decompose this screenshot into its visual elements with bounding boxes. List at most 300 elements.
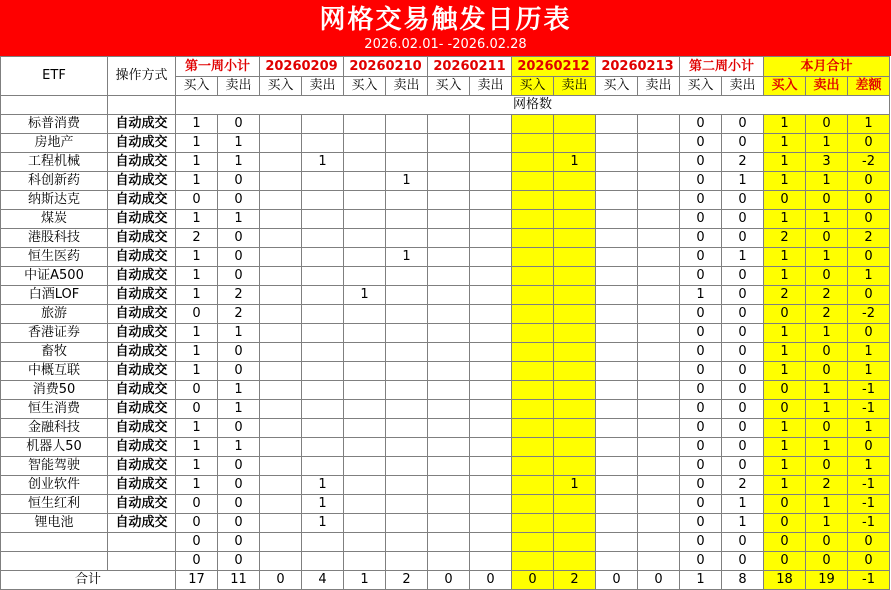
value-cell-d11b bbox=[428, 324, 470, 343]
value-cell-d10b bbox=[344, 267, 386, 286]
value-cell-d11s bbox=[470, 476, 512, 495]
buy-header: 买入 bbox=[176, 77, 218, 96]
value-cell-d11s bbox=[470, 172, 512, 191]
value-cell-d13s bbox=[638, 457, 680, 476]
value-cell-d10s bbox=[386, 153, 428, 172]
value-cell-d12s bbox=[554, 362, 596, 381]
table-row bbox=[1, 305, 890, 324]
value-cell-mb: 1 bbox=[764, 324, 806, 343]
value-cell-d12b bbox=[512, 495, 554, 514]
value-cell-d09s bbox=[302, 324, 344, 343]
value-cell-d11b bbox=[428, 267, 470, 286]
value-cell-d11b bbox=[428, 134, 470, 153]
table-row bbox=[1, 514, 890, 533]
value-cell-md: 0 bbox=[848, 191, 890, 210]
period-header-month: 本月合计 bbox=[764, 57, 890, 77]
value-cell-d09s bbox=[302, 362, 344, 381]
value-cell-d09b bbox=[260, 438, 302, 457]
value-cell-d12s bbox=[554, 191, 596, 210]
value-cell-d09s bbox=[302, 438, 344, 457]
value-cell-d13b bbox=[596, 324, 638, 343]
value-cell-d12s bbox=[554, 419, 596, 438]
value-cell-w2b: 0 bbox=[680, 153, 722, 172]
value-cell-w1s: 0 bbox=[218, 191, 260, 210]
mode-cell: 自动成交 bbox=[108, 210, 176, 229]
value-cell-w2s: 0 bbox=[722, 134, 764, 153]
value-cell-ms: 0 bbox=[806, 552, 848, 571]
value-cell-d13b bbox=[596, 248, 638, 267]
value-cell-d13b bbox=[596, 514, 638, 533]
value-cell-d09b bbox=[260, 362, 302, 381]
value-cell-ms: 0 bbox=[806, 343, 848, 362]
value-cell-w1s: 0 bbox=[218, 419, 260, 438]
value-cell-d11s bbox=[470, 248, 512, 267]
value-cell-d12s bbox=[554, 381, 596, 400]
value-cell-md: 1 bbox=[848, 267, 890, 286]
value-cell-d10s bbox=[386, 476, 428, 495]
value-cell-d09b bbox=[260, 210, 302, 229]
value-cell-d11s bbox=[470, 305, 512, 324]
value-cell-d10s bbox=[386, 457, 428, 476]
value-cell-ms: 0 bbox=[806, 229, 848, 248]
value-cell-d12s bbox=[554, 533, 596, 552]
value-cell-w2s: 0 bbox=[722, 533, 764, 552]
value-cell-md: 2 bbox=[848, 229, 890, 248]
buy-header: 买入 bbox=[344, 77, 386, 96]
total-cell-d09b: 0 bbox=[260, 571, 302, 590]
buy-header: 买入 bbox=[764, 77, 806, 96]
value-cell-d12s: 1 bbox=[554, 153, 596, 172]
mode-cell: 自动成交 bbox=[108, 381, 176, 400]
value-cell-d11b bbox=[428, 229, 470, 248]
value-cell-md: 0 bbox=[848, 134, 890, 153]
value-cell-d09s: 1 bbox=[302, 514, 344, 533]
buy-header: 买入 bbox=[260, 77, 302, 96]
sell-header: 卖出 bbox=[470, 77, 512, 96]
etf-name-cell: 智能驾驶 bbox=[1, 457, 108, 476]
value-cell-w2b: 0 bbox=[680, 115, 722, 134]
value-cell-d10s bbox=[386, 343, 428, 362]
value-cell-d13s bbox=[638, 286, 680, 305]
sell-header: 卖出 bbox=[806, 77, 848, 96]
value-cell-w2s: 0 bbox=[722, 286, 764, 305]
value-cell-w2s: 0 bbox=[722, 400, 764, 419]
value-cell-w1s: 0 bbox=[218, 362, 260, 381]
value-cell-mb: 0 bbox=[764, 552, 806, 571]
value-cell-d11s bbox=[470, 438, 512, 457]
value-cell-d13b bbox=[596, 153, 638, 172]
period-header-20260210: 20260210 bbox=[344, 57, 428, 77]
period-header-20260212: 20260212 bbox=[512, 57, 596, 77]
table-row bbox=[1, 495, 890, 514]
value-cell-w2s: 1 bbox=[722, 172, 764, 191]
value-cell-mb: 1 bbox=[764, 267, 806, 286]
value-cell-d12s bbox=[554, 495, 596, 514]
value-cell-d11b bbox=[428, 419, 470, 438]
value-cell-d09s bbox=[302, 210, 344, 229]
value-cell-d12b bbox=[512, 343, 554, 362]
value-cell-mb: 2 bbox=[764, 229, 806, 248]
value-cell-w2s: 0 bbox=[722, 210, 764, 229]
value-cell-w1s: 1 bbox=[218, 438, 260, 457]
mode-cell: 自动成交 bbox=[108, 191, 176, 210]
etf-name-cell: 工程机械 bbox=[1, 153, 108, 172]
value-cell-d11b bbox=[428, 438, 470, 457]
value-cell-w1s: 2 bbox=[218, 286, 260, 305]
value-cell-d11b bbox=[428, 495, 470, 514]
etf-name-cell: 恒生医药 bbox=[1, 248, 108, 267]
value-cell-d12b bbox=[512, 381, 554, 400]
value-cell-d11b bbox=[428, 381, 470, 400]
value-cell-d10s bbox=[386, 381, 428, 400]
value-cell-md: -1 bbox=[848, 381, 890, 400]
value-cell-mb: 0 bbox=[764, 400, 806, 419]
table-row bbox=[1, 438, 890, 457]
value-cell-d13b bbox=[596, 495, 638, 514]
period-header-20260213: 20260213 bbox=[596, 57, 680, 77]
buy-header: 买入 bbox=[428, 77, 470, 96]
value-cell-d09b bbox=[260, 115, 302, 134]
value-cell-d13s bbox=[638, 533, 680, 552]
sell-header: 卖出 bbox=[218, 77, 260, 96]
value-cell-d10b bbox=[344, 362, 386, 381]
value-cell-ms: 0 bbox=[806, 533, 848, 552]
value-cell-d11s bbox=[470, 495, 512, 514]
sell-header: 卖出 bbox=[638, 77, 680, 96]
value-cell-w1b: 0 bbox=[176, 533, 218, 552]
value-cell-d10s bbox=[386, 210, 428, 229]
value-cell-w2b: 0 bbox=[680, 229, 722, 248]
value-cell-w1s: 0 bbox=[218, 495, 260, 514]
value-cell-w2b: 0 bbox=[680, 457, 722, 476]
value-cell-mb: 1 bbox=[764, 476, 806, 495]
mode-cell bbox=[108, 552, 176, 571]
value-cell-d13s bbox=[638, 134, 680, 153]
value-cell-d10b bbox=[344, 495, 386, 514]
total-cell-d12s: 2 bbox=[554, 571, 596, 590]
value-cell-d12b bbox=[512, 191, 554, 210]
value-cell-ms: 1 bbox=[806, 210, 848, 229]
value-cell-w1s: 1 bbox=[218, 210, 260, 229]
value-cell-w1s: 1 bbox=[218, 381, 260, 400]
value-cell-d10b bbox=[344, 134, 386, 153]
value-cell-w2b: 0 bbox=[680, 362, 722, 381]
value-cell-ms: 2 bbox=[806, 476, 848, 495]
table-row bbox=[1, 153, 890, 172]
value-cell-w2b: 1 bbox=[680, 286, 722, 305]
table-row bbox=[1, 533, 890, 552]
value-cell-w2s: 0 bbox=[722, 457, 764, 476]
value-cell-w1b: 1 bbox=[176, 476, 218, 495]
value-cell-w1b: 0 bbox=[176, 514, 218, 533]
etf-name-cell: 标普消费 bbox=[1, 115, 108, 134]
mode-cell: 自动成交 bbox=[108, 267, 176, 286]
value-cell-d13b bbox=[596, 457, 638, 476]
mode-cell: 自动成交 bbox=[108, 457, 176, 476]
period-header-20260211: 20260211 bbox=[428, 57, 512, 77]
table-row bbox=[1, 286, 890, 305]
value-cell-d12b bbox=[512, 400, 554, 419]
value-cell-d13b bbox=[596, 115, 638, 134]
value-cell-ms: 3 bbox=[806, 153, 848, 172]
value-cell-d09b bbox=[260, 533, 302, 552]
value-cell-mb: 1 bbox=[764, 457, 806, 476]
etf-name-cell: 锂电池 bbox=[1, 514, 108, 533]
value-cell-w2s: 0 bbox=[722, 324, 764, 343]
etf-name-cell: 中概互联 bbox=[1, 362, 108, 381]
value-cell-d09b bbox=[260, 324, 302, 343]
buy-header: 买入 bbox=[596, 77, 638, 96]
value-cell-md: 1 bbox=[848, 457, 890, 476]
value-cell-d13s bbox=[638, 552, 680, 571]
value-cell-d10s bbox=[386, 229, 428, 248]
value-cell-w1b: 0 bbox=[176, 381, 218, 400]
value-cell-w1b: 1 bbox=[176, 362, 218, 381]
value-cell-d09s bbox=[302, 419, 344, 438]
value-cell-d13s bbox=[638, 495, 680, 514]
buy-header: 买入 bbox=[512, 77, 554, 96]
value-cell-d11b bbox=[428, 210, 470, 229]
mode-cell: 自动成交 bbox=[108, 495, 176, 514]
value-cell-d11b bbox=[428, 400, 470, 419]
etf-name-cell: 消费50 bbox=[1, 381, 108, 400]
value-cell-d12b bbox=[512, 533, 554, 552]
etf-name-cell: 房地产 bbox=[1, 134, 108, 153]
value-cell-d09s bbox=[302, 400, 344, 419]
value-cell-w1s: 0 bbox=[218, 457, 260, 476]
value-cell-d13s bbox=[638, 115, 680, 134]
value-cell-d09b bbox=[260, 305, 302, 324]
mode-cell: 自动成交 bbox=[108, 438, 176, 457]
value-cell-w1b: 1 bbox=[176, 324, 218, 343]
value-cell-md: -1 bbox=[848, 476, 890, 495]
value-cell-d11s bbox=[470, 286, 512, 305]
value-cell-d12s bbox=[554, 457, 596, 476]
etf-name-cell bbox=[1, 533, 108, 552]
value-cell-md: -2 bbox=[848, 305, 890, 324]
sell-header: 卖出 bbox=[386, 77, 428, 96]
value-cell-d11b bbox=[428, 115, 470, 134]
value-cell-ms: 1 bbox=[806, 514, 848, 533]
value-cell-md: 1 bbox=[848, 343, 890, 362]
mode-cell: 自动成交 bbox=[108, 134, 176, 153]
value-cell-d11b bbox=[428, 153, 470, 172]
value-cell-w2b: 0 bbox=[680, 191, 722, 210]
value-cell-w2b: 0 bbox=[680, 134, 722, 153]
value-cell-d10b bbox=[344, 533, 386, 552]
value-cell-d10b bbox=[344, 153, 386, 172]
value-cell-d12s bbox=[554, 438, 596, 457]
value-cell-w2b: 0 bbox=[680, 400, 722, 419]
value-cell-w2s: 0 bbox=[722, 229, 764, 248]
value-cell-md: 0 bbox=[848, 552, 890, 571]
diff-header: 差额 bbox=[848, 77, 890, 96]
value-cell-d13s bbox=[638, 400, 680, 419]
value-cell-d13s bbox=[638, 419, 680, 438]
value-cell-w1b: 0 bbox=[176, 552, 218, 571]
value-cell-d10s bbox=[386, 191, 428, 210]
value-cell-d13s bbox=[638, 362, 680, 381]
value-cell-d11b bbox=[428, 172, 470, 191]
value-cell-d09s: 1 bbox=[302, 495, 344, 514]
value-cell-md: -1 bbox=[848, 400, 890, 419]
value-cell-d12b bbox=[512, 210, 554, 229]
value-cell-d11s bbox=[470, 210, 512, 229]
value-cell-d11s bbox=[470, 400, 512, 419]
value-cell-d09s bbox=[302, 172, 344, 191]
value-cell-d13b bbox=[596, 476, 638, 495]
value-cell-d12b bbox=[512, 324, 554, 343]
etf-name-cell bbox=[1, 552, 108, 571]
table-row bbox=[1, 115, 890, 134]
value-cell-w2s: 0 bbox=[722, 552, 764, 571]
sell-header: 卖出 bbox=[302, 77, 344, 96]
total-cell-w1b: 17 bbox=[176, 571, 218, 590]
value-cell-md: -1 bbox=[848, 514, 890, 533]
value-cell-md: 0 bbox=[848, 248, 890, 267]
total-cell-d09s: 4 bbox=[302, 571, 344, 590]
value-cell-md: 0 bbox=[848, 210, 890, 229]
value-cell-d09b bbox=[260, 286, 302, 305]
value-cell-d12s bbox=[554, 115, 596, 134]
value-cell-w2b: 0 bbox=[680, 210, 722, 229]
total-cell-ms: 19 bbox=[806, 571, 848, 590]
value-cell-mb: 0 bbox=[764, 381, 806, 400]
value-cell-w1b: 0 bbox=[176, 191, 218, 210]
table-row bbox=[1, 324, 890, 343]
etf-name-cell: 恒生红利 bbox=[1, 495, 108, 514]
value-cell-w1s: 0 bbox=[218, 552, 260, 571]
value-cell-w2b: 0 bbox=[680, 419, 722, 438]
value-cell-ms: 2 bbox=[806, 286, 848, 305]
value-cell-d11s bbox=[470, 514, 512, 533]
value-cell-d13b bbox=[596, 134, 638, 153]
mode-cell: 自动成交 bbox=[108, 153, 176, 172]
value-cell-d11b bbox=[428, 476, 470, 495]
value-cell-d10b bbox=[344, 476, 386, 495]
value-cell-d13s bbox=[638, 267, 680, 286]
value-cell-d10b bbox=[344, 552, 386, 571]
value-cell-d12b bbox=[512, 514, 554, 533]
value-cell-mb: 1 bbox=[764, 248, 806, 267]
value-cell-d12b bbox=[512, 134, 554, 153]
value-cell-d09s bbox=[302, 248, 344, 267]
value-cell-w1s: 0 bbox=[218, 172, 260, 191]
value-cell-md: 1 bbox=[848, 362, 890, 381]
etf-name-cell: 旅游 bbox=[1, 305, 108, 324]
value-cell-d10s bbox=[386, 514, 428, 533]
value-cell-d12s bbox=[554, 400, 596, 419]
value-cell-w2b: 0 bbox=[680, 533, 722, 552]
value-cell-d09s: 1 bbox=[302, 476, 344, 495]
value-cell-d09s bbox=[302, 191, 344, 210]
value-cell-d12b bbox=[512, 457, 554, 476]
etf-name-cell: 畜牧 bbox=[1, 343, 108, 362]
value-cell-d10b bbox=[344, 514, 386, 533]
value-cell-d13s bbox=[638, 343, 680, 362]
value-cell-d13b bbox=[596, 438, 638, 457]
value-cell-d11b bbox=[428, 248, 470, 267]
value-cell-d10b bbox=[344, 343, 386, 362]
page-title: 网格交易触发日历表 bbox=[319, 5, 572, 35]
value-cell-w1b: 1 bbox=[176, 210, 218, 229]
value-cell-d10b bbox=[344, 210, 386, 229]
value-cell-d10b bbox=[344, 172, 386, 191]
value-cell-d10b bbox=[344, 324, 386, 343]
etf-name-cell: 香港证券 bbox=[1, 324, 108, 343]
mode-cell: 自动成交 bbox=[108, 172, 176, 191]
value-cell-w2s: 0 bbox=[722, 267, 764, 286]
value-cell-d12s bbox=[554, 324, 596, 343]
etf-name-cell: 纳斯达克 bbox=[1, 191, 108, 210]
value-cell-ms: 0 bbox=[806, 419, 848, 438]
value-cell-d13s bbox=[638, 248, 680, 267]
value-cell-ms: 1 bbox=[806, 381, 848, 400]
value-cell-w1s: 0 bbox=[218, 248, 260, 267]
total-cell-d10b: 1 bbox=[344, 571, 386, 590]
value-cell-w2b: 0 bbox=[680, 343, 722, 362]
value-cell-d10s: 1 bbox=[386, 248, 428, 267]
value-cell-d13b bbox=[596, 229, 638, 248]
value-cell-d11s bbox=[470, 134, 512, 153]
value-cell-d12s bbox=[554, 552, 596, 571]
value-cell-d13s bbox=[638, 305, 680, 324]
value-cell-d12b bbox=[512, 438, 554, 457]
value-cell-d10b bbox=[344, 419, 386, 438]
total-cell-d10s: 2 bbox=[386, 571, 428, 590]
period-header-20260209: 20260209 bbox=[260, 57, 344, 77]
value-cell-d10s bbox=[386, 115, 428, 134]
value-cell-w2s: 1 bbox=[722, 514, 764, 533]
value-cell-d09s bbox=[302, 552, 344, 571]
value-cell-d10b bbox=[344, 438, 386, 457]
value-cell-d10b bbox=[344, 381, 386, 400]
value-cell-d10s bbox=[386, 267, 428, 286]
value-cell-w2b: 0 bbox=[680, 476, 722, 495]
value-cell-d13b bbox=[596, 172, 638, 191]
value-cell-d11b bbox=[428, 514, 470, 533]
total-cell-w2b: 1 bbox=[680, 571, 722, 590]
value-cell-w1b: 1 bbox=[176, 267, 218, 286]
value-cell-mb: 0 bbox=[764, 533, 806, 552]
value-cell-mb: 1 bbox=[764, 419, 806, 438]
value-cell-d09b bbox=[260, 172, 302, 191]
value-cell-d13b bbox=[596, 362, 638, 381]
mode-cell bbox=[108, 533, 176, 552]
value-cell-d09s bbox=[302, 115, 344, 134]
date-range: 2026.02.01- -2026.02.28 bbox=[364, 37, 527, 52]
value-cell-d12b bbox=[512, 267, 554, 286]
etf-name-cell: 创业软件 bbox=[1, 476, 108, 495]
value-cell-w1s: 0 bbox=[218, 115, 260, 134]
value-cell-d12s bbox=[554, 172, 596, 191]
value-cell-d12s bbox=[554, 134, 596, 153]
value-cell-w1b: 0 bbox=[176, 400, 218, 419]
value-cell-d12b bbox=[512, 229, 554, 248]
mode-cell: 自动成交 bbox=[108, 476, 176, 495]
value-cell-w2s: 1 bbox=[722, 495, 764, 514]
value-cell-w1s: 1 bbox=[218, 134, 260, 153]
blank-cell bbox=[1, 96, 108, 115]
blank-cell bbox=[108, 96, 176, 115]
value-cell-d09b bbox=[260, 267, 302, 286]
value-cell-d10s: 1 bbox=[386, 172, 428, 191]
total-cell-w2s: 8 bbox=[722, 571, 764, 590]
value-cell-d10b bbox=[344, 229, 386, 248]
value-cell-w1b: 1 bbox=[176, 438, 218, 457]
value-cell-w1s: 0 bbox=[218, 514, 260, 533]
value-cell-w1s: 1 bbox=[218, 400, 260, 419]
